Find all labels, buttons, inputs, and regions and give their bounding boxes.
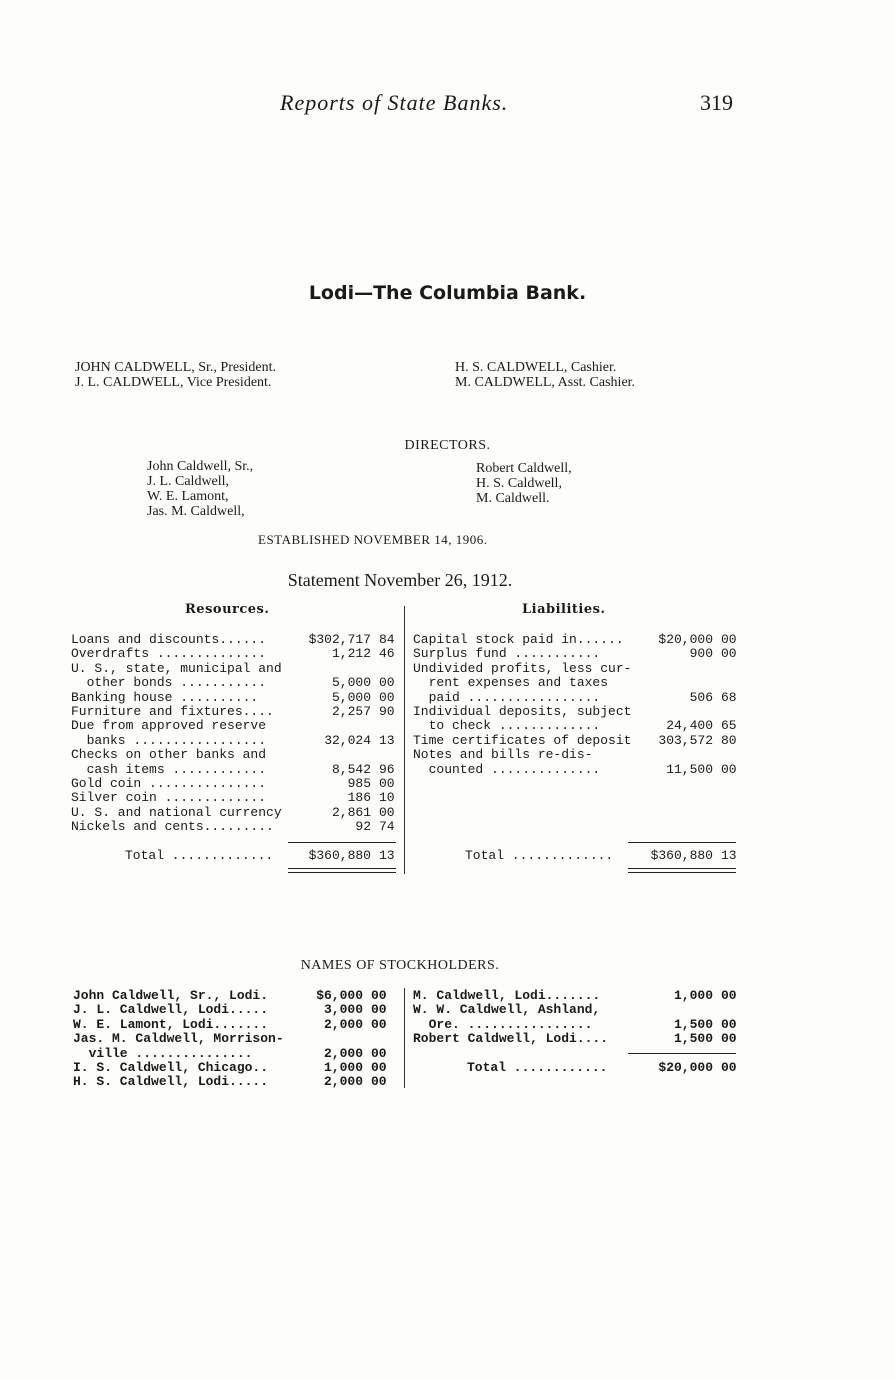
row-label: Gold coin ............... bbox=[71, 775, 267, 791]
row-dollars: 3,000 bbox=[323, 1002, 363, 1018]
row-label: Silver coin ............. bbox=[71, 790, 267, 806]
ledger-row bbox=[71, 633, 406, 647]
row-label: U. S. and national currency bbox=[71, 804, 282, 820]
director-name: Robert Caldwell, bbox=[476, 461, 572, 476]
established-date: ESTABLISHED NOVEMBER 14, 1906. bbox=[258, 532, 488, 547]
ledger-row bbox=[413, 1018, 743, 1032]
row-cents: 46 bbox=[379, 646, 395, 662]
liabilities-total-cents: 13 bbox=[721, 848, 737, 863]
row-label: Jas. M. Caldwell, Morrison- bbox=[73, 1031, 284, 1047]
row-cents: 00 bbox=[371, 988, 387, 1003]
row-label: other bonds ........... bbox=[71, 675, 267, 691]
ledger-row bbox=[73, 1047, 403, 1061]
row-dollars: 900 bbox=[689, 646, 713, 662]
row-dollars: 1,000 bbox=[323, 1059, 363, 1075]
row-dollars: 506 bbox=[689, 689, 713, 705]
ledger-row bbox=[71, 691, 406, 705]
director-name: J. L. Caldwell, bbox=[147, 474, 230, 489]
ledger-row bbox=[413, 719, 743, 733]
stockholders-total-label: Total ............ bbox=[467, 1060, 608, 1075]
directors-left bbox=[147, 459, 253, 519]
ledger-row bbox=[71, 734, 406, 748]
row-dollars: 1,000 bbox=[673, 988, 713, 1003]
ledger-row bbox=[73, 1075, 403, 1089]
row-cents: 00 bbox=[371, 1059, 387, 1075]
row-cents: 00 bbox=[371, 1002, 387, 1018]
row-cents: 00 bbox=[721, 761, 737, 777]
officer-asst-cashier: M. CALDWELL, Asst. Cashier. bbox=[455, 375, 636, 390]
row-label: Time certificates of deposit bbox=[413, 732, 632, 748]
row-cents: 00 bbox=[721, 988, 737, 1003]
row-dollars: $302,717 bbox=[308, 632, 371, 647]
running-head bbox=[0, 90, 895, 120]
ledger-row bbox=[413, 633, 743, 647]
row-dollars: 2,861 bbox=[331, 804, 371, 820]
ledger-row bbox=[71, 777, 406, 791]
row-dollars: 11,500 bbox=[666, 761, 713, 777]
row-cents: 68 bbox=[721, 689, 737, 705]
row-cents: 84 bbox=[379, 632, 395, 647]
row-dollars: 985 bbox=[347, 775, 371, 791]
row-cents: 00 bbox=[371, 1016, 387, 1032]
ledger-row bbox=[413, 989, 743, 1003]
director-name: M. Caldwell. bbox=[476, 491, 550, 506]
row-label: Furniture and fixtures.... bbox=[71, 703, 274, 719]
resources-double-rule bbox=[288, 868, 396, 873]
row-cents: 00 bbox=[721, 646, 737, 662]
director-name: Jas. M. Caldwell, bbox=[147, 504, 245, 519]
ledger-row bbox=[71, 791, 406, 805]
row-cents: 13 bbox=[379, 732, 395, 748]
row-label: Individual deposits, subject bbox=[413, 703, 632, 719]
row-label: M. Caldwell, Lodi....... bbox=[413, 988, 601, 1003]
row-label: to check ............. bbox=[413, 718, 601, 734]
row-cents: 00 bbox=[379, 675, 395, 691]
row-label: Ore. ................ bbox=[413, 1016, 593, 1032]
row-label: U. S., state, municipal and bbox=[71, 660, 282, 676]
directors-heading: DIRECTORS. bbox=[404, 438, 491, 453]
row-dollars: 1,500 bbox=[673, 1016, 713, 1032]
row-cents: 00 bbox=[371, 1074, 387, 1090]
row-cents: 00 bbox=[379, 775, 395, 791]
row-dollars: 186 bbox=[347, 790, 371, 806]
row-dollars: $6,000 bbox=[316, 988, 363, 1003]
row-label: paid ................. bbox=[413, 689, 601, 705]
ledger-row bbox=[71, 806, 406, 820]
row-label: rent expenses and taxes bbox=[413, 675, 609, 691]
row-cents: 96 bbox=[379, 761, 395, 777]
ledger-row bbox=[413, 1003, 743, 1017]
ledger-row bbox=[71, 662, 406, 676]
row-label: Capital stock paid in...... bbox=[413, 632, 624, 647]
ledger-row bbox=[413, 705, 743, 719]
ledger-row bbox=[413, 734, 743, 748]
stockholders-left bbox=[73, 989, 403, 1090]
ledger-row bbox=[73, 989, 403, 1003]
page-number: 319 bbox=[700, 90, 733, 115]
row-label: Banking house .......... bbox=[71, 689, 259, 705]
liabilities-total-dollars: $360,880 bbox=[650, 848, 713, 863]
resources-total-dollars: $360,880 bbox=[308, 848, 371, 863]
row-label: Due from approved reserve bbox=[71, 718, 267, 734]
row-dollars: 303,572 bbox=[658, 732, 713, 748]
liabilities-table bbox=[413, 633, 743, 777]
row-label: Robert Caldwell, Lodi.... bbox=[413, 1031, 609, 1047]
director-name: H. S. Caldwell, bbox=[476, 476, 562, 491]
row-cents: 74 bbox=[379, 819, 395, 835]
row-cents: 10 bbox=[379, 790, 395, 806]
ledger-row bbox=[73, 1032, 403, 1046]
bank-title: Lodi—The Columbia Bank. bbox=[308, 282, 587, 304]
row-label: I. S. Caldwell, Chicago.. bbox=[73, 1059, 269, 1075]
row-dollars: $20,000 bbox=[658, 632, 713, 647]
stockholders-total-dollars: $20,000 bbox=[658, 1060, 713, 1075]
running-title: Reports of State Banks. bbox=[280, 90, 509, 115]
liabilities-total-rule bbox=[628, 842, 736, 843]
row-label: W. E. Lamont, Lodi....... bbox=[73, 1016, 269, 1032]
ledger-row bbox=[71, 763, 406, 777]
row-label: cash items ............ bbox=[71, 761, 267, 777]
ledger-row bbox=[413, 691, 743, 705]
row-dollars: 2,000 bbox=[323, 1045, 363, 1061]
resources-table bbox=[71, 633, 406, 834]
directors-right bbox=[476, 461, 572, 506]
ledger-row bbox=[73, 1018, 403, 1032]
ledger-row bbox=[73, 1061, 403, 1075]
ledger-row bbox=[413, 763, 743, 777]
stockholders-divider bbox=[404, 988, 405, 1088]
row-label: Loans and discounts...... bbox=[71, 632, 267, 647]
officer-cashier: H. S. CALDWELL, Cashier. bbox=[455, 360, 617, 375]
row-dollars: 8,542 bbox=[331, 761, 371, 777]
officers-right bbox=[455, 360, 635, 390]
stockholders-left-rows bbox=[73, 989, 403, 1090]
ledger-row bbox=[413, 662, 743, 676]
stockholders-heading: NAMES OF STOCKHOLDERS. bbox=[300, 958, 500, 973]
row-dollars: 5,000 bbox=[331, 689, 371, 705]
resources-heading: Resources. bbox=[185, 602, 270, 617]
row-cents: 00 bbox=[721, 1016, 737, 1032]
officer-president: JOHN CALDWELL, Sr., President. bbox=[75, 360, 277, 375]
row-cents: 00 bbox=[379, 689, 395, 705]
row-cents: 00 bbox=[721, 1031, 737, 1047]
ledger-row bbox=[73, 1003, 403, 1017]
row-label: banks ................. bbox=[71, 732, 267, 748]
resources-total-label: Total ............. bbox=[125, 848, 274, 863]
row-dollars: 5,000 bbox=[331, 675, 371, 691]
row-cents: 00 bbox=[371, 1045, 387, 1061]
director-name: W. E. Lamont, bbox=[147, 489, 229, 504]
officer-vice-president: J. L. CALDWELL, Vice President. bbox=[75, 375, 272, 390]
row-label: Undivided profits, less cur- bbox=[413, 660, 632, 676]
stockholders-total-cents: 00 bbox=[721, 1060, 737, 1075]
ledger-row bbox=[71, 820, 406, 834]
ledger-row bbox=[413, 748, 743, 762]
row-label: Overdrafts .............. bbox=[71, 646, 267, 662]
row-cents: 65 bbox=[721, 718, 737, 734]
director-name: John Caldwell, Sr., bbox=[147, 459, 254, 474]
liabilities-heading: Liabilities. bbox=[522, 602, 606, 617]
row-dollars: 92 bbox=[355, 819, 371, 835]
ledger-row bbox=[71, 676, 406, 690]
stockholders-total-rule bbox=[628, 1053, 736, 1054]
ledger-row bbox=[413, 647, 743, 661]
stockholders-right bbox=[413, 989, 743, 1047]
ledger-row bbox=[413, 676, 743, 690]
row-cents: 00 bbox=[379, 804, 395, 820]
row-cents: 80 bbox=[721, 732, 737, 748]
row-dollars: 2,257 bbox=[331, 703, 371, 719]
liabilities-total-label: Total ............. bbox=[465, 848, 614, 863]
row-label: H. S. Caldwell, Lodi..... bbox=[73, 1074, 269, 1090]
row-cents: 90 bbox=[379, 703, 395, 719]
stockholders-total-row bbox=[413, 1061, 743, 1075]
row-dollars: 32,024 bbox=[324, 732, 371, 748]
row-label: Checks on other banks and bbox=[71, 747, 267, 763]
resources-rows bbox=[71, 633, 406, 834]
liabilities-rows bbox=[413, 633, 743, 777]
ledger-row bbox=[71, 705, 406, 719]
row-cents: 00 bbox=[721, 632, 737, 647]
resources-total-cents: 13 bbox=[379, 848, 395, 863]
row-label: Nickels and cents......... bbox=[71, 819, 274, 835]
stockholders-right-rows bbox=[413, 989, 743, 1047]
ledger-row bbox=[413, 1032, 743, 1046]
resources-total-row bbox=[71, 849, 406, 863]
officers-left bbox=[75, 360, 276, 390]
row-label: J. L. Caldwell, Lodi..... bbox=[73, 1002, 269, 1018]
row-label: Surplus fund ........... bbox=[413, 646, 601, 662]
row-dollars: 2,000 bbox=[323, 1016, 363, 1032]
row-label: John Caldwell, Sr., Lodi. bbox=[73, 988, 269, 1003]
ledger-row bbox=[71, 719, 406, 733]
ledger-row bbox=[71, 748, 406, 762]
resources-total-rule bbox=[288, 842, 396, 843]
row-dollars: 1,212 bbox=[331, 646, 371, 662]
liabilities-double-rule bbox=[628, 868, 736, 873]
row-label: counted .............. bbox=[413, 761, 601, 777]
row-dollars: 1,500 bbox=[673, 1031, 713, 1047]
row-label: W. W. Caldwell, Ashland, bbox=[413, 1002, 601, 1018]
row-dollars: 2,000 bbox=[323, 1074, 363, 1090]
row-label: ville ............... bbox=[73, 1045, 253, 1061]
row-label: Notes and bills re-dis- bbox=[413, 747, 593, 763]
ledger-row bbox=[71, 647, 406, 661]
statement-title: Statement November 26, 1912. bbox=[287, 570, 513, 590]
liabilities-total-row bbox=[413, 849, 743, 863]
row-dollars: 24,400 bbox=[666, 718, 713, 734]
